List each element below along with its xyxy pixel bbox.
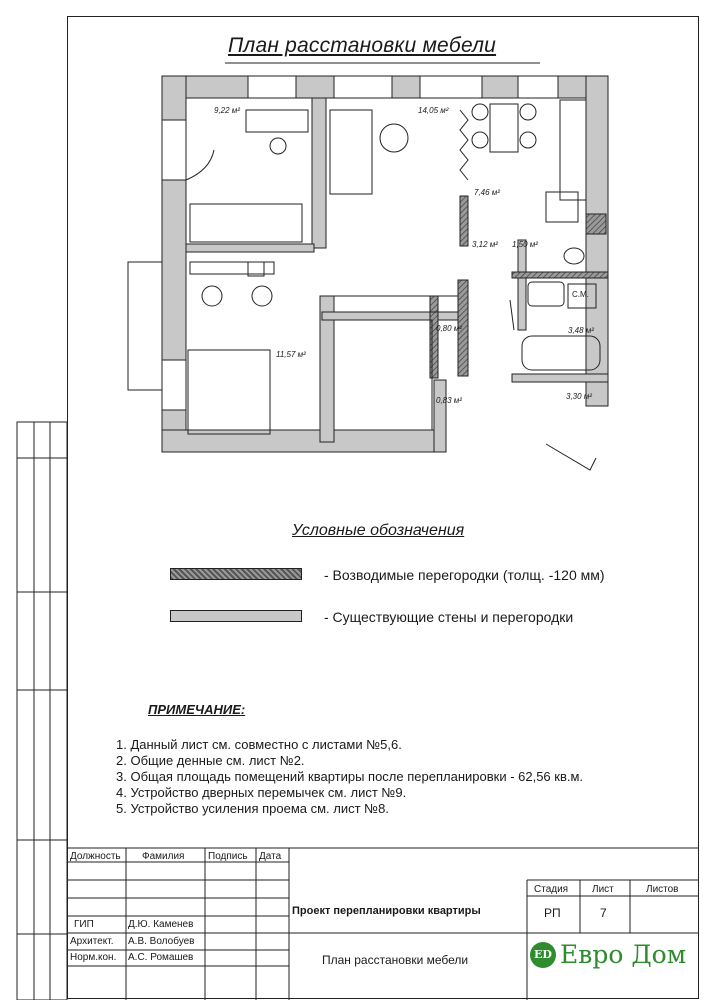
tb-role-1: ГИП xyxy=(74,919,94,930)
tb-stage-value: РП xyxy=(544,906,561,920)
tb-sheet-label: Лист xyxy=(592,884,614,895)
legend-label-existing: - Существующие стены и перегородки xyxy=(324,609,574,625)
washer-label: С.М. xyxy=(572,290,589,299)
tb-project: Проект перепланировки квартиры xyxy=(292,905,481,917)
area-bedroom-bottom: 11,57 м² xyxy=(276,350,306,359)
tb-sheets-label: Листов xyxy=(646,884,679,895)
legend-label-new: - Возводимые перегородки (толщ. -120 мм) xyxy=(324,567,605,583)
area-entry: 3,30 м² xyxy=(566,392,592,401)
legend-title: Условные обозначения xyxy=(292,522,465,539)
area-hall-a: 3,12 м² xyxy=(472,240,498,249)
logo-mark-icon: ED xyxy=(530,942,556,968)
tb-sheet-title: План расстановки мебели xyxy=(322,953,469,967)
company-logo xyxy=(530,940,686,969)
tb-role-2: Архитект. xyxy=(70,936,114,947)
tb-sheet-value: 7 xyxy=(600,906,607,920)
page-title: План расстановки мебели xyxy=(228,34,497,57)
area-wc: 1,50 м² xyxy=(512,240,538,249)
tb-header-date: Дата xyxy=(259,851,282,862)
tb-name-3: А.С. Ромашев xyxy=(128,952,194,963)
notes-title: ПРИМЕЧАНИЕ: xyxy=(148,702,246,717)
tb-stage-label: Стадия xyxy=(534,884,569,895)
area-closet-a: 0,80 м² xyxy=(436,324,462,333)
area-living: 14,05 м² xyxy=(418,106,449,115)
logo-text: Евро Дом xyxy=(560,940,687,969)
tb-name-1: Д.Ю. Каменев xyxy=(128,919,194,930)
tb-role-3: Норм.кон. xyxy=(70,952,117,963)
note-1: 1. Данный лист см. совместно с листами №5,6. xyxy=(116,737,402,752)
note-5: 5. Устройство усиления проема см. лист №8. xyxy=(116,801,389,816)
note-2: 2. Общие денные см. лист №2. xyxy=(116,753,305,768)
area-closet-b: 0,83 м² xyxy=(436,396,462,405)
note-4: 4. Устройство дверных перемычек см. лист №9. xyxy=(116,785,407,800)
tb-header-signature: Подпись xyxy=(208,851,248,862)
area-bath: 3,48 м² xyxy=(568,326,594,335)
note-3: 3. Общая площадь помещений квартиры после перепланировки - 62,56 кв.м. xyxy=(116,769,584,784)
tb-header-surname: Фамилия xyxy=(142,851,185,862)
tb-header-position: Должность xyxy=(70,851,121,862)
tb-name-2: А.В. Волобуев xyxy=(128,936,195,947)
area-kitchen: 7,46 м² xyxy=(474,188,500,197)
area-bedroom-top: 9,22 м² xyxy=(214,106,240,115)
